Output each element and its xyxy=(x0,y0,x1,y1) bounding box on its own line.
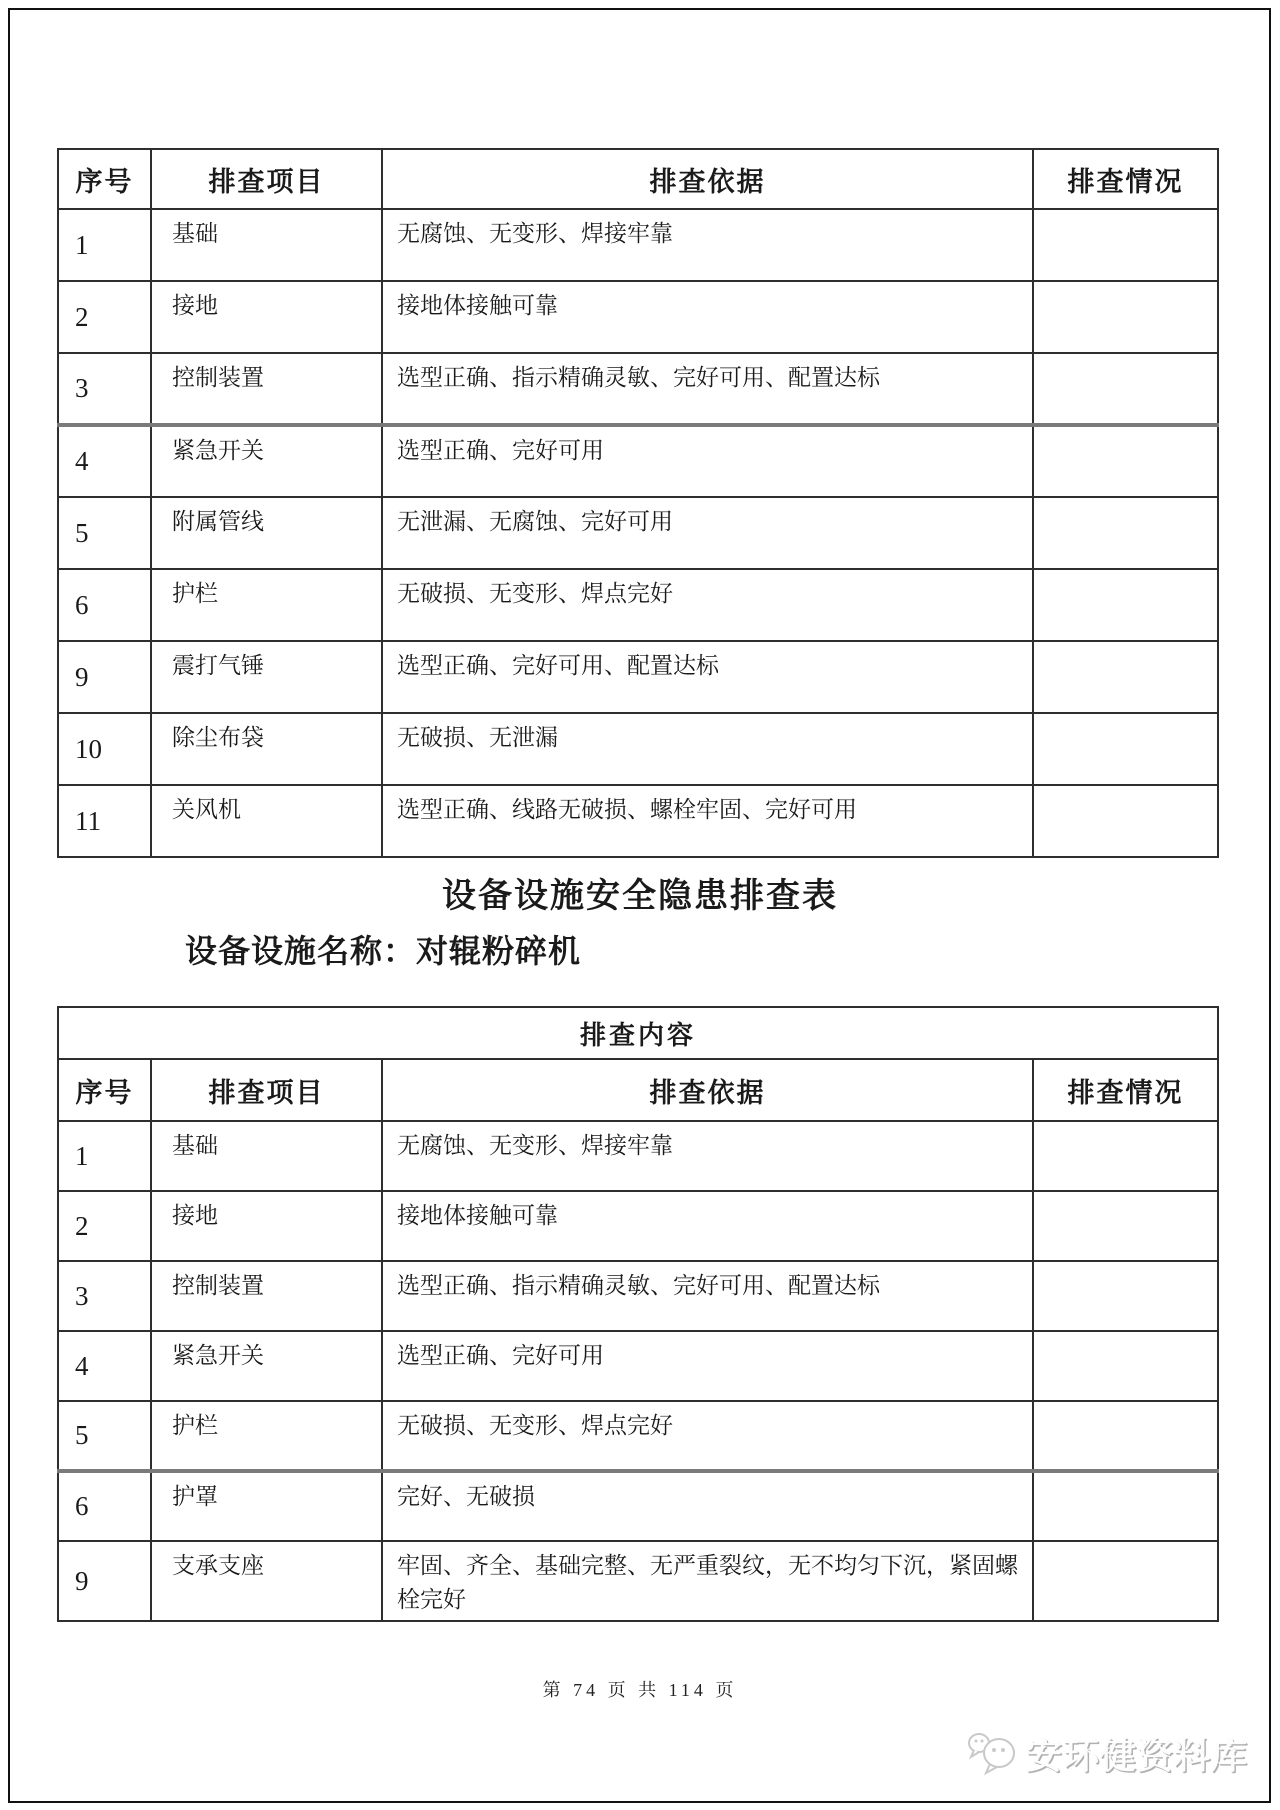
cell-status xyxy=(1033,713,1218,785)
watermark xyxy=(966,1728,1248,1779)
cell-no: 10 xyxy=(58,713,151,785)
table-row xyxy=(58,1471,1218,1541)
cell-no: 5 xyxy=(58,1401,151,1471)
cell-status xyxy=(1033,1191,1218,1261)
col-header-status: 排查情况 xyxy=(1033,1059,1218,1121)
cell-item: 控制装置 xyxy=(151,353,382,425)
cell-no: 6 xyxy=(58,569,151,641)
cell-basis: 选型正确、线路无破损、螺栓牢固、完好可用 xyxy=(382,785,1033,857)
cell-status xyxy=(1033,1261,1218,1331)
cell-item: 紧急开关 xyxy=(151,1331,382,1401)
cell-status xyxy=(1033,1541,1218,1621)
cell-status xyxy=(1033,785,1218,857)
cell-no: 2 xyxy=(58,281,151,353)
cell-basis: 选型正确、完好可用 xyxy=(382,425,1033,497)
table-row xyxy=(58,281,1218,353)
col-header-item: 排查项目 xyxy=(151,1059,382,1121)
cell-basis: 接地体接触可靠 xyxy=(382,1191,1033,1261)
cell-item: 基础 xyxy=(151,209,382,281)
cell-item: 控制装置 xyxy=(151,1261,382,1331)
cell-no: 3 xyxy=(58,353,151,425)
table-row xyxy=(58,1541,1218,1621)
cell-no: 9 xyxy=(58,1541,151,1621)
cell-item: 基础 xyxy=(151,1121,382,1191)
cell-basis: 无破损、无变形、焊点完好 xyxy=(382,1401,1033,1471)
cell-no: 11 xyxy=(58,785,151,857)
cell-status xyxy=(1033,281,1218,353)
table-row xyxy=(58,569,1218,641)
cell-status xyxy=(1033,209,1218,281)
cell-status xyxy=(1033,353,1218,425)
cell-item: 护栏 xyxy=(151,569,382,641)
cell-basis: 选型正确、指示精确灵敏、完好可用、配置达标 xyxy=(382,353,1033,425)
table-row xyxy=(58,497,1218,569)
cell-item: 护罩 xyxy=(151,1471,382,1541)
cell-status xyxy=(1033,497,1218,569)
cell-status xyxy=(1033,569,1218,641)
watermark-text: 安环健资料库 xyxy=(1025,1736,1248,1776)
cell-basis: 完好、无破损 xyxy=(382,1471,1033,1541)
col-header-no: 序号 xyxy=(58,1059,151,1121)
cell-item: 震打气锤 xyxy=(151,641,382,713)
table2-header-row xyxy=(58,1059,1218,1121)
page-number: 第 74 页 共 114 页 xyxy=(542,1680,738,1700)
cell-basis: 无破损、无变形、焊点完好 xyxy=(382,569,1033,641)
cell-basis: 牢固、齐全、基础完整、无严重裂纹，无不均匀下沉，紧固螺栓完好 xyxy=(382,1541,1033,1621)
cell-basis: 选型正确、完好可用、配置达标 xyxy=(382,641,1033,713)
cell-item: 接地 xyxy=(151,281,382,353)
col-header-no: 序号 xyxy=(58,149,151,209)
cell-basis: 选型正确、完好可用 xyxy=(382,1331,1033,1401)
table2-content-header-row xyxy=(58,1007,1218,1059)
cell-item: 附属管线 xyxy=(151,497,382,569)
cell-status xyxy=(1033,1401,1218,1471)
table-row xyxy=(58,425,1218,497)
table-row xyxy=(58,641,1218,713)
cell-no: 5 xyxy=(58,497,151,569)
cell-item: 护栏 xyxy=(151,1401,382,1471)
cell-item: 除尘布袋 xyxy=(151,713,382,785)
table-row xyxy=(58,1261,1218,1331)
page-title: 设备设施安全隐患排查表 xyxy=(442,878,838,915)
cell-basis: 接地体接触可靠 xyxy=(382,281,1033,353)
cell-item: 接地 xyxy=(151,1191,382,1261)
table1-header-row xyxy=(58,149,1218,209)
cell-no: 1 xyxy=(58,1121,151,1191)
cell-no: 4 xyxy=(58,1331,151,1401)
table-row xyxy=(58,785,1218,857)
equipment-name-label: 设备设施名称：对辊粉碎机 xyxy=(185,933,582,969)
table-row xyxy=(58,713,1218,785)
cell-basis: 无腐蚀、无变形、焊接牢靠 xyxy=(382,1121,1033,1191)
cell-no: 2 xyxy=(58,1191,151,1261)
table-row xyxy=(58,353,1218,425)
cell-basis: 无腐蚀、无变形、焊接牢靠 xyxy=(382,209,1033,281)
table-row xyxy=(58,1401,1218,1471)
cell-basis: 选型正确、指示精确灵敏、完好可用、配置达标 xyxy=(382,1261,1033,1331)
cell-no: 1 xyxy=(58,209,151,281)
cell-basis: 无破损、无泄漏 xyxy=(382,713,1033,785)
cell-item: 关风机 xyxy=(151,785,382,857)
inspection-table-2 xyxy=(57,1006,1219,1622)
cell-status xyxy=(1033,641,1218,713)
cell-item: 紧急开关 xyxy=(151,425,382,497)
table-row xyxy=(58,1331,1218,1401)
wechat-bubbles-icon xyxy=(966,1730,1022,1778)
col-header-status: 排查情况 xyxy=(1033,149,1218,209)
cell-no: 9 xyxy=(58,641,151,713)
cell-basis: 无泄漏、无腐蚀、完好可用 xyxy=(382,497,1033,569)
col-header-basis: 排查依据 xyxy=(382,1059,1033,1121)
col-header-item: 排查项目 xyxy=(151,149,382,209)
table-row xyxy=(58,209,1218,281)
col-header-basis: 排查依据 xyxy=(382,149,1033,209)
cell-status xyxy=(1033,1471,1218,1541)
cell-no: 3 xyxy=(58,1261,151,1331)
cell-item: 支承支座 xyxy=(151,1541,382,1621)
cell-no: 6 xyxy=(58,1471,151,1541)
inspection-table-1 xyxy=(57,148,1219,858)
content-header: 排查内容 xyxy=(58,1007,1218,1059)
cell-status xyxy=(1033,1331,1218,1401)
cell-no: 4 xyxy=(58,425,151,497)
cell-status xyxy=(1033,425,1218,497)
table-row xyxy=(58,1191,1218,1261)
table-row xyxy=(58,1121,1218,1191)
cell-status xyxy=(1033,1121,1218,1191)
